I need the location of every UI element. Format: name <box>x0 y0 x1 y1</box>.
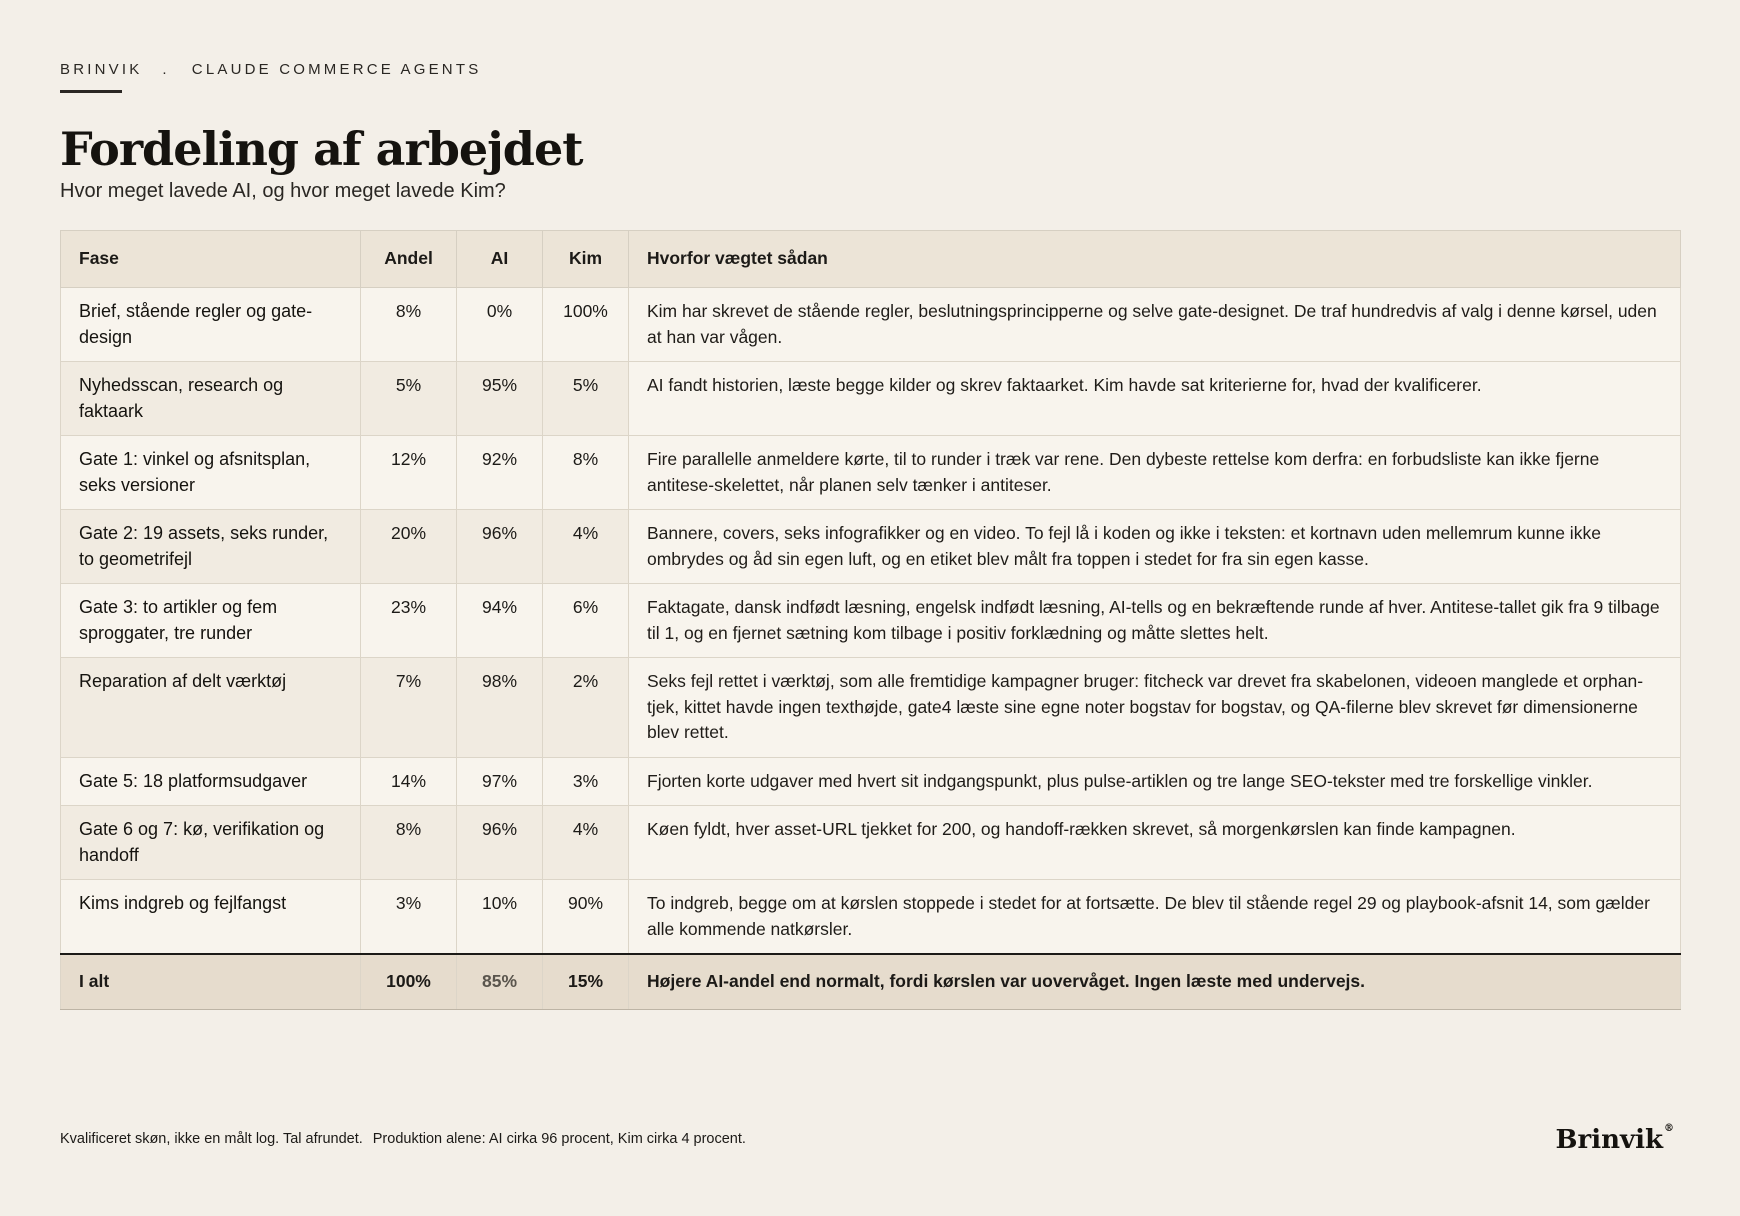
cell-andel: 14% <box>361 757 457 806</box>
page-title: Fordeling af arbejdet <box>60 122 583 176</box>
cell-ai: 95% <box>457 362 543 436</box>
cell-andel: 8% <box>361 288 457 362</box>
brand-label: BRINVIK <box>60 61 143 78</box>
cell-fase: Brief, stående regler og gate-design <box>61 288 361 362</box>
cell-kim: 2% <box>543 658 629 758</box>
cell-fase: Gate 3: to artikler og fem sproggater, tre runder <box>61 584 361 658</box>
cell-ai: 96% <box>457 510 543 584</box>
product-label: CLAUDE COMMERCE AGENTS <box>191 61 482 78</box>
total-hvorfor: Højere AI-andel end normalt, fordi kørslen var uovervåget. Ingen læste med undervejs. <box>629 954 1681 1010</box>
footnote <box>60 1131 746 1147</box>
cell-fase: Nyhedsscan, research og faktaark <box>61 362 361 436</box>
column-header-hvorfor: Hvorfor vægtet sådan <box>629 231 1681 288</box>
header-rule <box>60 90 122 93</box>
brinvik-logo <box>1556 1125 1674 1155</box>
cell-andel: 3% <box>361 880 457 955</box>
footnote-production: Produktion alene: AI cirka 96 procent, Kim cirka 4 procent. <box>372 1131 746 1147</box>
cell-ai: 94% <box>457 584 543 658</box>
cell-ai: 98% <box>457 658 543 758</box>
cell-hvorfor: Køen fyldt, hver asset-URL tjekket for 200, og handoff-rækken skrevet, så morgenkørslen kan finde kampagnen. <box>629 806 1681 880</box>
cell-kim: 4% <box>543 806 629 880</box>
cell-kim: 100% <box>543 288 629 362</box>
cell-ai: 10% <box>457 880 543 955</box>
column-header-ai: AI <box>457 231 543 288</box>
cell-fase: Gate 6 og 7: kø, verifikation og handoff <box>61 806 361 880</box>
cell-kim: 6% <box>543 584 629 658</box>
cell-andel: 7% <box>361 658 457 758</box>
cell-hvorfor: Faktagate, dansk indfødt læsning, engelsk indfødt læsning, AI-tells og en bekræftende runde af hver. Antitese-tallet gik fra 9 tilbage til 1, og en fjernet sætning kom tilbage i positiv forklædning og måtte slettes helt. <box>629 584 1681 658</box>
cell-hvorfor: Kim har skrevet de stående regler, beslutningsprincipperne og selve gate-designet. De traf hundredvis af valg i denne kørsel, uden at han var vågen. <box>629 288 1681 362</box>
logo-wordmark: Brinvik <box>1555 1125 1663 1155</box>
cell-hvorfor: Fire parallelle anmeldere kørte, til to runder i træk var rene. Den dybeste rettelse kom derfra: en forbudsliste kan ikke fjerne antitese-skelettet, når planen selv tænker i antiteser. <box>629 436 1681 510</box>
cell-fase: Gate 5: 18 platformsudgaver <box>61 757 361 806</box>
cell-andel: 23% <box>361 584 457 658</box>
table-total-row <box>61 954 1681 1010</box>
table-row <box>61 880 1681 955</box>
cell-ai: 92% <box>457 436 543 510</box>
cell-hvorfor: Seks fejl rettet i værktøj, som alle fremtidige kampagner bruger: fitcheck var drevet fra skabelonen, videoen manglede et orphan-tjek, kittet havde ingen texthøjde, gate4 læste sine egne noter bogstav for bogstav, og QA-filerne blev skrevet før dimensionerne blev rettet. <box>629 658 1681 758</box>
cell-fase: Gate 1: vinkel og afsnitsplan, seks versioner <box>61 436 361 510</box>
cell-fase: Kims indgreb og fejlfangst <box>61 880 361 955</box>
cell-ai: 97% <box>457 757 543 806</box>
table-row <box>61 584 1681 658</box>
cell-fase: Gate 2: 19 assets, seks runder, to geometrifejl <box>61 510 361 584</box>
work-distribution-table <box>60 230 1681 1010</box>
page-subtitle: Hvor meget lavede AI, og hvor meget lavede Kim? <box>60 180 506 202</box>
table-row <box>61 757 1681 806</box>
cell-kim: 8% <box>543 436 629 510</box>
cell-andel: 12% <box>361 436 457 510</box>
total-andel: 100% <box>361 954 457 1010</box>
total-ai: 85% <box>457 954 543 1010</box>
cell-ai: 96% <box>457 806 543 880</box>
header-separator: . <box>162 61 170 78</box>
table-row <box>61 806 1681 880</box>
table-row <box>61 436 1681 510</box>
registered-mark: ® <box>1664 1123 1674 1134</box>
page <box>60 0 1680 1216</box>
column-header-fase: Fase <box>61 231 361 288</box>
total-kim: 15% <box>543 954 629 1010</box>
cell-andel: 20% <box>361 510 457 584</box>
cell-kim: 5% <box>543 362 629 436</box>
cell-ai: 0% <box>457 288 543 362</box>
table-row <box>61 362 1681 436</box>
table-row <box>61 288 1681 362</box>
cell-hvorfor: AI fandt historien, læste begge kilder og skrev faktaarket. Kim havde sat kriterierne for, hvad der kvalificerer. <box>629 362 1681 436</box>
cell-hvorfor: To indgreb, begge om at kørslen stoppede i stedet for at fortsætte. De blev til stående regel 29 og playbook-afsnit 14, som gælder alle kommende natkørsler. <box>629 880 1681 955</box>
cell-fase: Reparation af delt værktøj <box>61 658 361 758</box>
table-row <box>61 658 1681 758</box>
cell-hvorfor: Fjorten korte udgaver med hvert sit indgangspunkt, plus pulse-artiklen og tre lange SEO-tekster med tre forskellige vinkler. <box>629 757 1681 806</box>
cell-hvorfor: Bannere, covers, seks infografikker og en video. To fejl lå i koden og ikke i teksten: et kortnavn uden mellemrum kunne ikke ombrydes og åd sin egen luft, og en etiket blev målt fra toppen i stedet for fra sin egen kasse. <box>629 510 1681 584</box>
cell-kim: 90% <box>543 880 629 955</box>
cell-andel: 5% <box>361 362 457 436</box>
table-row <box>61 510 1681 584</box>
footnote-estimate: Kvalificeret skøn, ikke en målt log. Tal afrundet. <box>60 1131 363 1147</box>
column-header-andel: Andel <box>361 231 457 288</box>
table-header-row <box>61 231 1681 288</box>
total-fase: I alt <box>61 954 361 1010</box>
cell-kim: 4% <box>543 510 629 584</box>
cell-andel: 8% <box>361 806 457 880</box>
header-line <box>60 61 481 78</box>
column-header-kim: Kim <box>543 231 629 288</box>
cell-kim: 3% <box>543 757 629 806</box>
